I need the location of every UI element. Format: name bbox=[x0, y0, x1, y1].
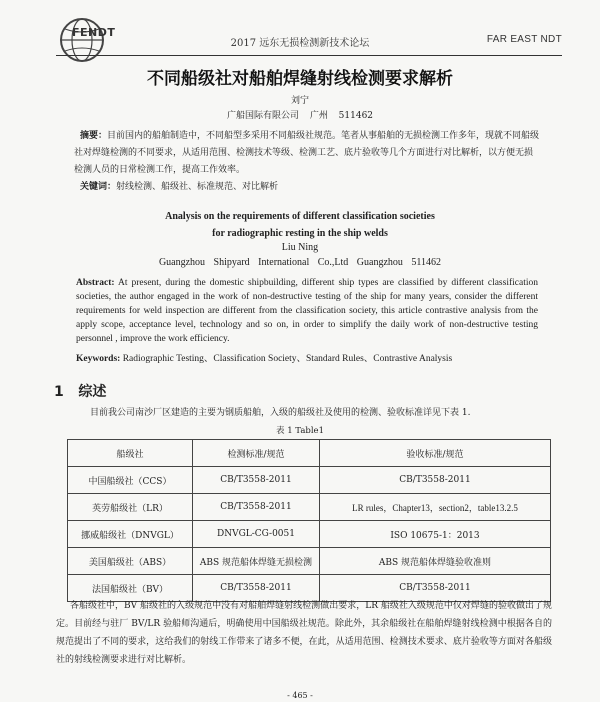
affiliation-en: Guangzhou Shipyard International Co.,Ltd Guangzhou 511462 bbox=[158, 257, 442, 268]
section-intro: 目前我公司南沙厂区建造的主要为钢质船舶，入级的船级社及使用的检测、验收标准详见下表 1. bbox=[90, 408, 471, 418]
section-title: 综述 bbox=[78, 384, 107, 400]
table-cell: 中国船级社（CCS） bbox=[68, 467, 193, 494]
header-cell: 船级社 bbox=[68, 440, 193, 467]
table-row bbox=[68, 494, 551, 521]
section-number: 1 bbox=[54, 384, 64, 400]
table-row bbox=[68, 467, 551, 494]
header-rule bbox=[56, 55, 562, 56]
title-line-1: Analysis on the requirements of different classification societies bbox=[165, 211, 435, 222]
body-paragraph: 各船级社中，BV 船级社的入级规范中没有对船舶焊缝射线检测做出要求，LR 船级社入级规范中仅对焊缝的验收做出了规定。目前经与驻厂 BV/LR 验船师沟通后，明确使用中国船级社规范。除此外，其余船级社在船舶焊缝射线检测中根据各自的规范提出了不同的要求，这给我们的射线工作带来了诸多不便，在此，从适用范围、检测技术要求、底片验收等方面对各船级社的射线检测要求进行对比解析。 bbox=[56, 601, 552, 665]
table-cell: CB/T3558-2011 bbox=[320, 575, 551, 602]
author-en: Liu Ning bbox=[281, 242, 319, 253]
table-cell: 挪威船级社（DNVGL） bbox=[68, 521, 193, 548]
table-cell: 英劳船级社（LR） bbox=[68, 494, 193, 521]
abstract-text-cn: 目前国内的船舶制造中，不同船型多采用不同船级社规范。笔者从事船舶的无损检测工作多年，现就不同船级社对焊缝检测的不同要求，从适用范围、检测技术等级、检测工艺、底片验收等几个方面进行对比解析，以方便无损检测人员的日常检测工作，提高工作效率。 bbox=[74, 131, 540, 175]
standards-table bbox=[67, 439, 551, 602]
table-cell: CB/T3558-2011 bbox=[193, 467, 320, 494]
paper-title-cn: 不同船级社对船舶焊缝射线检测要求解析 bbox=[147, 69, 453, 89]
abstract-en bbox=[76, 276, 538, 346]
author-cn: 刘宁 bbox=[290, 96, 309, 106]
abstract-cn bbox=[74, 128, 540, 179]
paper-title-en bbox=[0, 208, 600, 242]
keywords-cn bbox=[80, 179, 278, 192]
table-cell: 美国船级社（ABS） bbox=[68, 548, 193, 575]
table-cell: CB/T3558-2011 bbox=[193, 494, 320, 521]
keywords-text-cn: 射线检测、船级社、标准规范、对比解析 bbox=[116, 182, 279, 192]
keywords-en bbox=[76, 350, 452, 364]
abstract-label-cn: 摘要： bbox=[80, 131, 108, 141]
table-cell: ABS 规范船体焊缝验收准则 bbox=[320, 548, 551, 575]
table-cell: CB/T3558-2011 bbox=[320, 467, 551, 494]
keywords-label-en: Keywords: bbox=[76, 354, 121, 364]
table-cell: ISO 10675-1：2013 bbox=[320, 521, 551, 548]
header-cell: 检测标准/规范 bbox=[193, 440, 320, 467]
table-cell: DNVGL-CG-0051 bbox=[193, 521, 320, 548]
section-heading bbox=[54, 381, 106, 401]
title-line-2: for radiographic resting in the ship welds bbox=[212, 228, 388, 239]
keywords-text-en: Radiographic Testing、Classification Society、Standard Rules、Contrastive Analysis bbox=[122, 354, 453, 364]
table-header-row bbox=[68, 440, 551, 467]
logo-text: FENDT bbox=[72, 26, 116, 39]
table-cell: 法国船级社（BV） bbox=[68, 575, 193, 602]
abstract-text-en: At present, during the domestic shipbuilding, different ship types are classified by different classification societies, the author engaged in the work of non-destructive testing of the ship for many years, consider the different requirements for weld inspection are different from the classification society, this article contrastive analysis from the apply scope, acceptance level, technology and so on, in order to simplify the daily work of non-destructive testing personnel , improve the work efficiency. bbox=[76, 278, 538, 344]
table-row bbox=[68, 548, 551, 575]
header-cell: 验收标准/规范 bbox=[320, 440, 551, 467]
keywords-label-cn: 关键词： bbox=[80, 182, 117, 192]
table-cell: CB/T3558-2011 bbox=[193, 575, 320, 602]
table-caption: 表 1 Table1 bbox=[276, 426, 324, 436]
brand-name: FAR EAST NDT bbox=[486, 34, 562, 45]
table-cell: ABS 规范船体焊缝无损检测 bbox=[193, 548, 320, 575]
table-row bbox=[68, 521, 551, 548]
affiliation-cn: 广船国际有限公司 广州 511462 bbox=[226, 111, 374, 121]
conference-name: 2017 远东无损检测新技术论坛 bbox=[230, 38, 370, 49]
table-cell: LR rules，Chapter13，section2，table13.2.5 bbox=[320, 494, 551, 521]
abstract-label-en: Abstract: bbox=[76, 278, 115, 288]
page-number: - 465 - bbox=[287, 691, 313, 700]
